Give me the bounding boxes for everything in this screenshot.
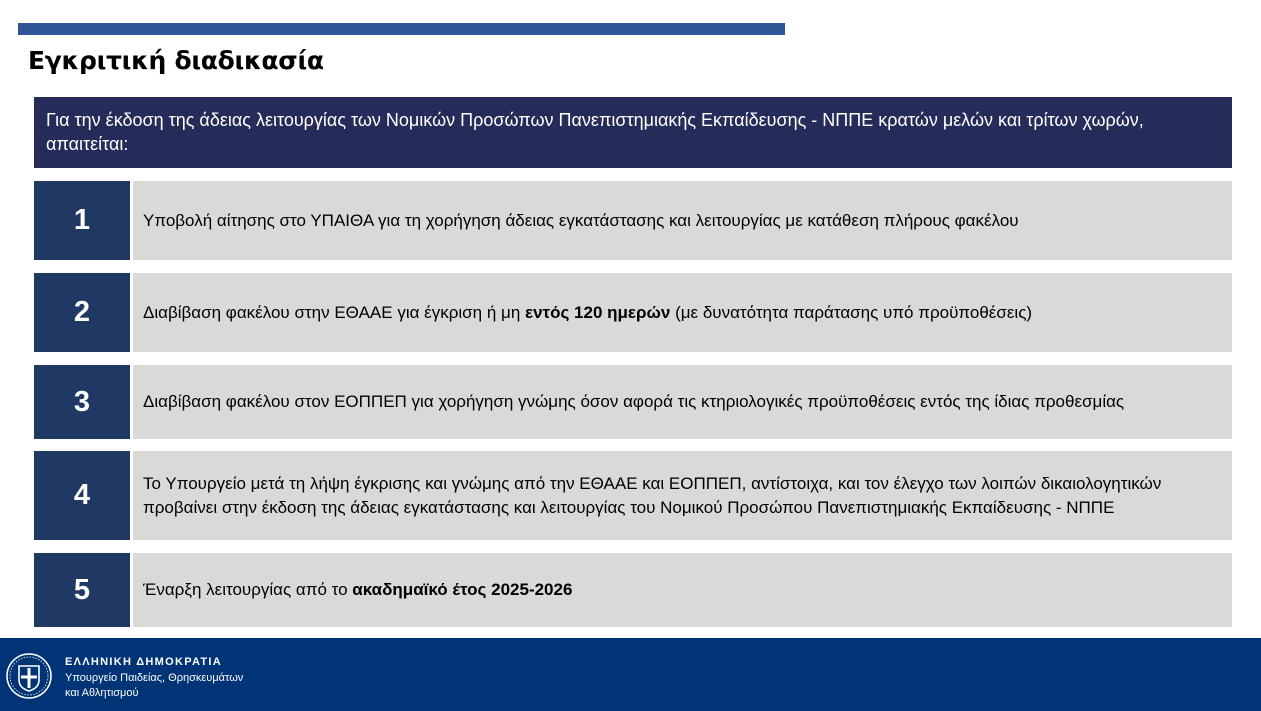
top-accent-bar bbox=[18, 23, 785, 35]
step-number: 5 bbox=[34, 553, 130, 627]
step-number: 2 bbox=[34, 273, 130, 352]
step-text: Διαβίβαση φακέλου στον ΕΟΠΠΕΠ για χορήγηση γνώμης όσον αφορά τις κτηριολογικές προϋποθέσεις εντός της ίδιας προθεσμίας bbox=[133, 365, 1232, 439]
step-1 bbox=[34, 181, 1232, 260]
step-4 bbox=[34, 451, 1232, 540]
intro-banner: Για την έκδοση της άδειας λειτουργίας των Νομικών Προσώπων Πανεπιστημιακής Εκπαίδευσης - ΝΠΠΕ κρατών μελών και τρίτων χωρών, απαιτείται: bbox=[34, 97, 1232, 168]
step-3 bbox=[34, 365, 1232, 439]
step-5 bbox=[34, 553, 1232, 627]
step-number: 1 bbox=[34, 181, 130, 260]
page-title: Εγκριτική διαδικασία bbox=[28, 46, 324, 75]
step-text: Υποβολή αίτησης στο ΥΠΑΙΘΑ για τη χορήγηση άδειας εγκατάστασης και λειτουργίας με κατάθεση πλήρους φακέλου bbox=[133, 181, 1232, 260]
step-number: 4 bbox=[34, 451, 130, 540]
footer bbox=[0, 638, 1261, 711]
step-number: 3 bbox=[34, 365, 130, 439]
step-2 bbox=[34, 273, 1232, 352]
step-text: Το Υπουργείο μετά τη λήψη έγκρισης και γνώμης από την ΕΘΑΑΕ και ΕΟΠΠΕΠ, αντίστοιχα, και τον έλεγχο των λοιπών δικαιολογητικών προβαίνει στην έκδοση της άδειας εγκατάστασης και λειτουργίας του Νομικού Προσώπου Πανεπιστημιακής Εκπαίδευσης - ΝΠΠΕ bbox=[133, 451, 1232, 540]
greek-coat-of-arms-icon bbox=[5, 652, 53, 700]
footer-title: ΕΛΛΗΝΙΚΗ ΔΗΜΟΚΡΑΤΙΑ bbox=[65, 656, 222, 668]
step-text: Διαβίβαση φακέλου στην ΕΘΑΑΕ για έγκριση ή μη εντός 120 ημερών (με δυνατότητα παράτασης υπό προϋποθέσεις) bbox=[133, 273, 1232, 352]
step-text: Έναρξη λειτουργίας από το ακαδημαϊκό έτος 2025-2026 bbox=[133, 553, 1232, 627]
footer-subtitle: Υπουργείο Παιδείας, Θρησκευμάτων και Αθλητισμού bbox=[65, 672, 244, 699]
